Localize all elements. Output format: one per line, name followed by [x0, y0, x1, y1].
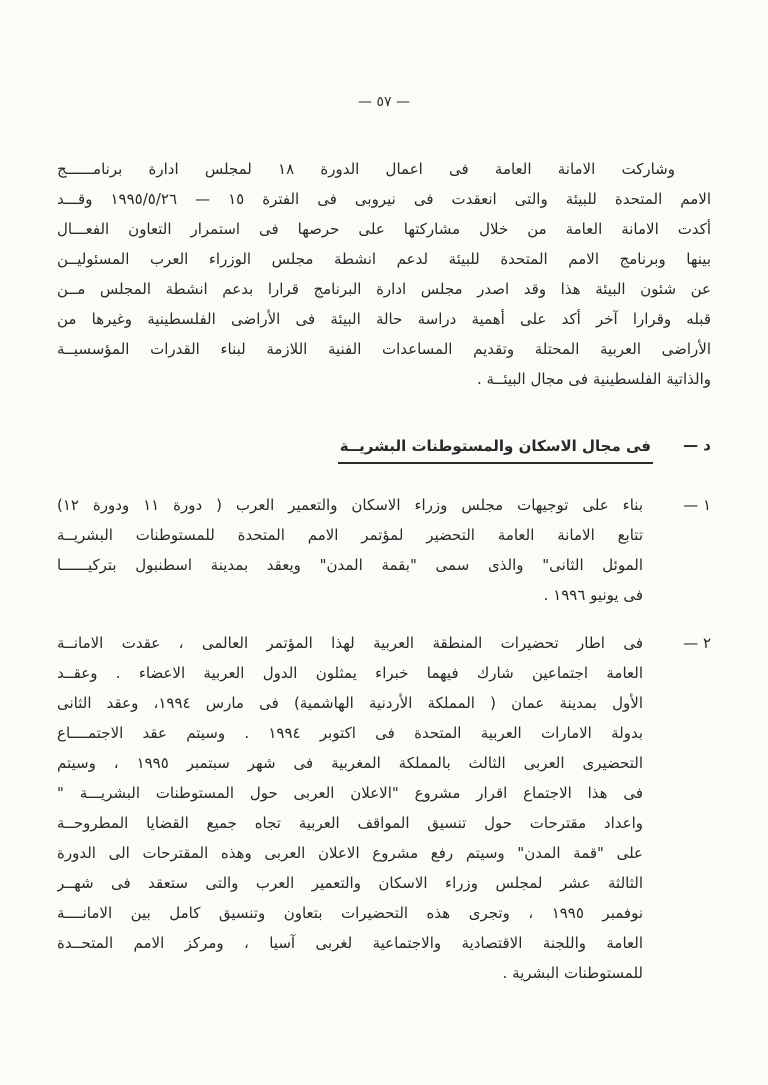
text-line: فى يونيو ١٩٩٦ .	[543, 586, 643, 605]
item-body	[57, 628, 643, 988]
text-line: للمستوطنات البشرية .	[502, 964, 643, 983]
text-line: وشاركت الامانة العامة فى اعمال الدورة ١٨ لمجلس ادارة برنامــــــج	[57, 160, 675, 178]
text-line: نوفمبر ١٩٩٥ ، وتجرى هذه التحضيرات بتعاون وتنسيق كامل بين الامانــــة	[57, 904, 643, 923]
item-number: ١ —	[683, 496, 711, 515]
intro-paragraph	[57, 154, 711, 394]
text-line: التحضيرى العربى الثالث بالمملكة المغربية فى شهر سبتمبر ١٩٩٥ ، وسيتم	[57, 754, 643, 773]
section-marker: د —	[683, 436, 711, 454]
item-body	[57, 490, 643, 610]
list-item-2	[57, 628, 711, 988]
text-line: بينها وبرنامج الامم المتحدة للبيئة لدعم انشطة مجلس الوزراء العرب المسئوليــن	[57, 250, 711, 268]
section-heading	[57, 436, 711, 464]
text-line: بدولة الامارات العربية المتحدة فى اكتوبر ١٩٩٤ . وسيتم عقد الاجتمــــاع	[57, 724, 643, 743]
text-line: فى اطار تحضيرات المنطقة العربية لهذا المؤتمر العالمى ، عقدت الامانــة	[57, 634, 643, 653]
list-item-1	[57, 490, 711, 610]
text-line: الامم المتحدة للبيئة والتى انعقدت فى نيروبى فى الفترة ١٥ — ١٩٩٥/٥/٢٦ وقـــد	[57, 190, 711, 208]
text-line: على "قمة المدن" وسيتم رفع مشروع الاعلان العربى وهذه المقترحات الى الدورة	[57, 844, 643, 863]
text-line: العامة اجتماعين شارك فيهما خبراء يمثلون الدول العربية الاعضاء . وعقــد	[57, 664, 643, 683]
text-line: والذاتية الفلسطينية فى مجال البيئــة .	[477, 370, 711, 388]
text-line: قبله وقرارا آخر أكد على أهمية دراسة حالة البيئة فى الأراضى الفلسطينية وغيرها من	[57, 310, 711, 328]
text-line: عن شئون البيئة هذا وقد اصدر مجلس ادارة البرنامج قرارا بدعم انشطة المجلس مــن	[57, 280, 711, 298]
text-line: تتابع الامانة العامة التحضير لمؤتمر الامم المتحدة للمستوطنات البشريــة	[57, 526, 643, 545]
text-line: الثالثة عشر لمجلس وزراء الاسكان والتعمير العرب والتى ستعقد فى شهــر	[57, 874, 643, 893]
text-line: أكدت الامانة العامة من خلال مشاركتها على حرصها فى استمرار التعاون الفعـــال	[57, 220, 711, 238]
text-line: واعداد مقترحات حول تنسيق المواقف العربية تجاه جميع القضايا المطروحــة	[57, 814, 643, 833]
text-line: الموئل الثانى" والذى سمى "بقمة المدن" ويعقد بمدينة اسطنبول بتركيــــــا	[57, 556, 643, 575]
text-line: الأول بمدينة عمان ( المملكة الأردنية الهاشمية) فى مارس ١٩٩٤، وعقد الثانى	[57, 694, 643, 713]
item-number: ٢ —	[683, 634, 711, 653]
text-line: فى هذا الاجتماع اقرار مشروع "الاعلان العربى حول المستوطنات البشريـــة "	[57, 784, 643, 803]
page-number: — ٥٧ —	[358, 94, 410, 110]
text-line: العامة واللجنة الاقتصادية والاجتماعية لغربى آسيا ، ومركز الامم المتحــدة	[57, 934, 643, 953]
text-line: بناء على توجيهات مجلس وزراء الاسكان والتعمير العرب ( دورة ١١ ودورة ١٢)	[57, 496, 643, 515]
section-title: فى مجال الاسكان والمستوطنات البشريــة	[338, 436, 653, 464]
text-line: الأراضى العربية المحتلة وتقديم المساعدات الفنية اللازمة لبناء القدرات المؤسسيــة	[57, 340, 711, 358]
